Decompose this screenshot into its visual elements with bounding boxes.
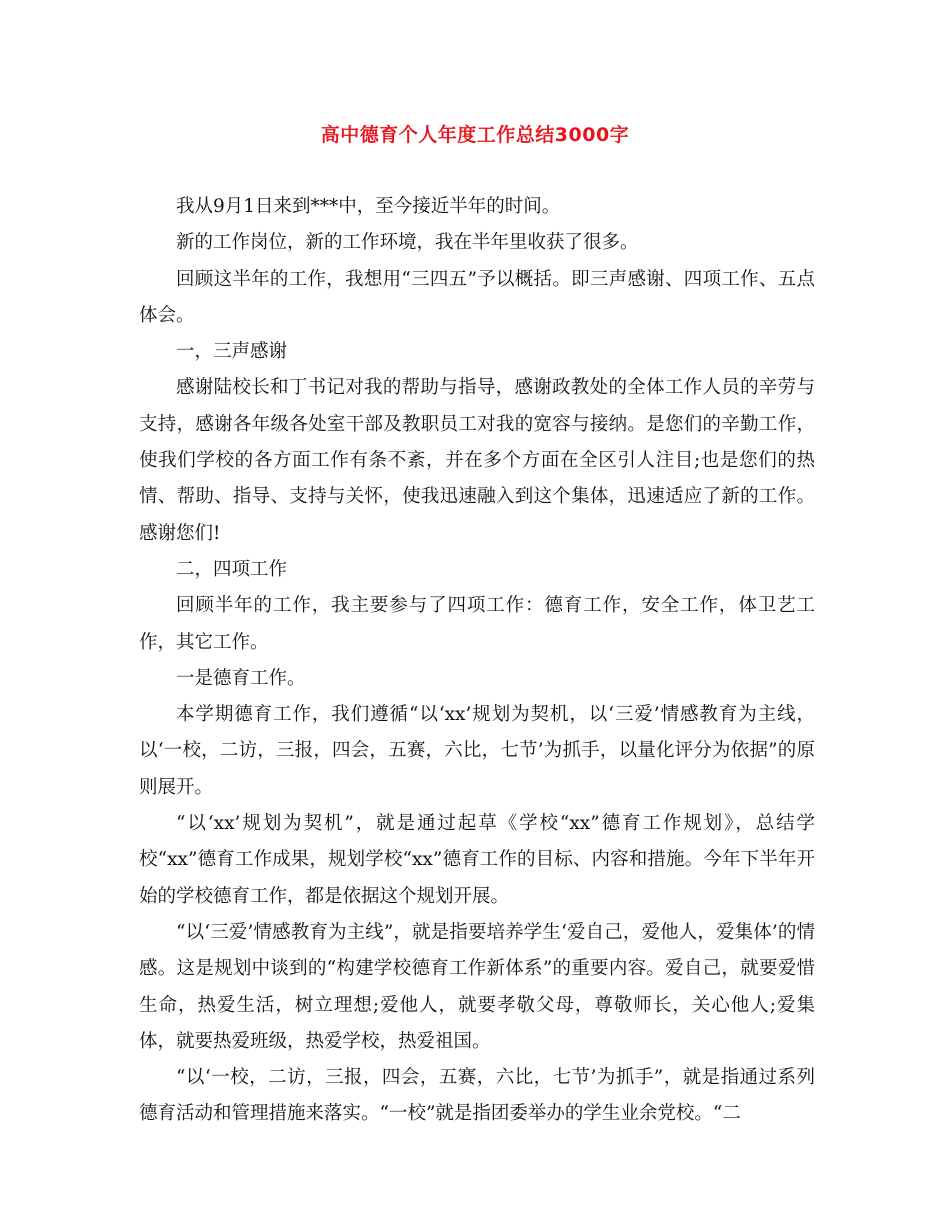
paragraph: 新的工作岗位，新的工作环境，我在半年里收获了很多。	[176, 232, 639, 254]
paragraph: 回顾这半年的工作，我想用“三四五”予以概括。即三声感谢、四项工作、五点体会。	[139, 268, 815, 326]
paragraph: “以‘一校，二访，三报，四会，五赛，六比，七节’为抓手”，就是指通过系列德育活动和管理措施来落实。“一校”就是指团委举办的学生业余党校。“二	[139, 1067, 815, 1125]
section-heading: 一，三声感谢	[176, 341, 288, 363]
paragraph: 感谢陆校长和丁书记对我的帮助与指导，感谢政教处的全体工作人员的辛劳与支持，感谢各年级各处室干部及教职员工对我的宽容与接纳。是您们的辛勤工作，使我们学校的各方面工作有条不紊，并在多个方面在全区引人注目;也是您们的热情、帮助、指导、支持与关怀，使我迅速融入到这个集体，迅速适应了新的工作。感谢您们!	[139, 377, 815, 544]
paragraph: “以‘xx’规划为契机”，就是通过起草《学校“xx”德育工作规划》，总结学校“xx”德育工作成果，规划学校“xx”德育工作的目标、内容和措施。今年下半年开始的学校德育工作，都是依据这个规划开展。	[139, 813, 815, 907]
paragraph: “以‘三爱’情感教育为主线”，就是指要培养学生‘爱自己，爱他人，爱集体’的情感。这是规划中谈到的“构建学校德育工作新体系”的重要内容。爱自己，就要爱惜生命，热爱生活，树立理想;爱他人，就要孝敬父母，尊敬师长，关心他人;爱集体，就要热爱班级，热爱学校，热爱祖国。	[139, 921, 815, 1052]
paragraph: 我从9月1日来到***中，至今接近半年的时间。	[176, 196, 561, 217]
document-title: 高中德育个人年度工作总结3000字	[320, 124, 630, 146]
document-body	[139, 189, 815, 1133]
paragraph: 本学期德育工作，我们遵循“以‘xx’规划为契机，以‘三爱’情感教育为主线，以‘一校，二访，三报，四会，五赛，六比，七节’为抓手，以量化评分为依据”的原则展开。	[139, 704, 815, 798]
subsection-heading: 一是德育工作。	[176, 667, 306, 689]
section-heading: 二，四项工作	[176, 558, 288, 580]
paragraph: 回顾半年的工作，我主要参与了四项工作：德育工作，安全工作，体卫艺工作，其它工作。	[139, 595, 815, 653]
